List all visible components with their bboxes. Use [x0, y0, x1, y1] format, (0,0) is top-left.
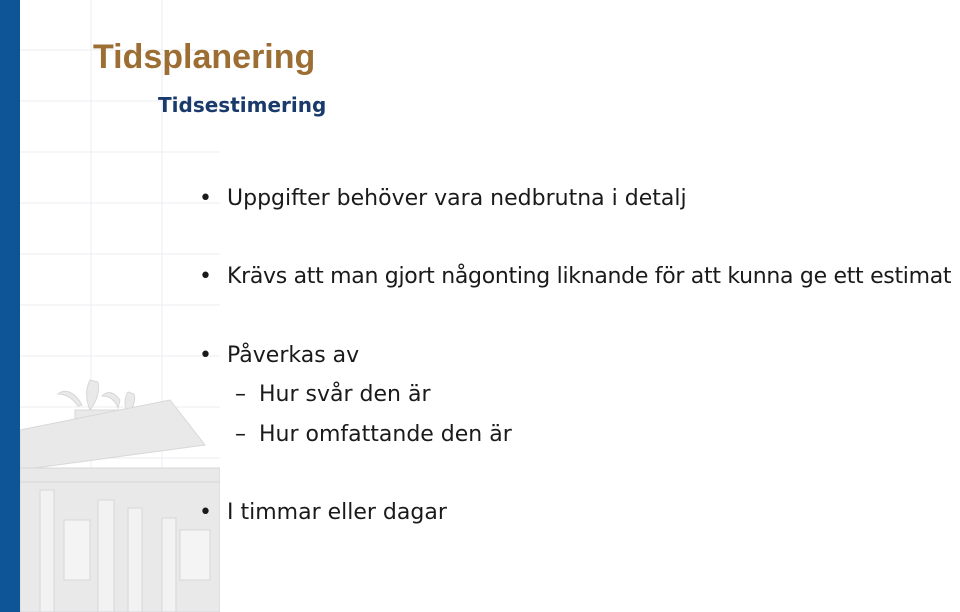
sub-bullet-marker: –: [235, 382, 246, 407]
sub-bullet-marker: –: [235, 422, 246, 447]
slide-subtitle: Tidsestimering: [158, 93, 327, 117]
bullet-text: Krävs att man gjort någonting liknande för att kunna ge ett estimat: [227, 264, 952, 289]
sub-bullet-text: Hur svår den är: [259, 382, 431, 407]
bullet-marker: •: [199, 264, 212, 289]
sub-bullet-text: Hur omfattande den är: [259, 422, 512, 447]
slide-title: Tidsplanering: [93, 38, 316, 76]
bullet-text: I timmar eller dagar: [227, 500, 447, 525]
bullet-text: Uppgifter behöver vara nedbrutna i detalj: [227, 186, 687, 211]
bullet-marker: •: [199, 500, 212, 525]
bullet-marker: •: [199, 343, 212, 368]
bullet-marker: •: [199, 186, 212, 211]
bullet-text: Påverkas av: [227, 343, 360, 368]
